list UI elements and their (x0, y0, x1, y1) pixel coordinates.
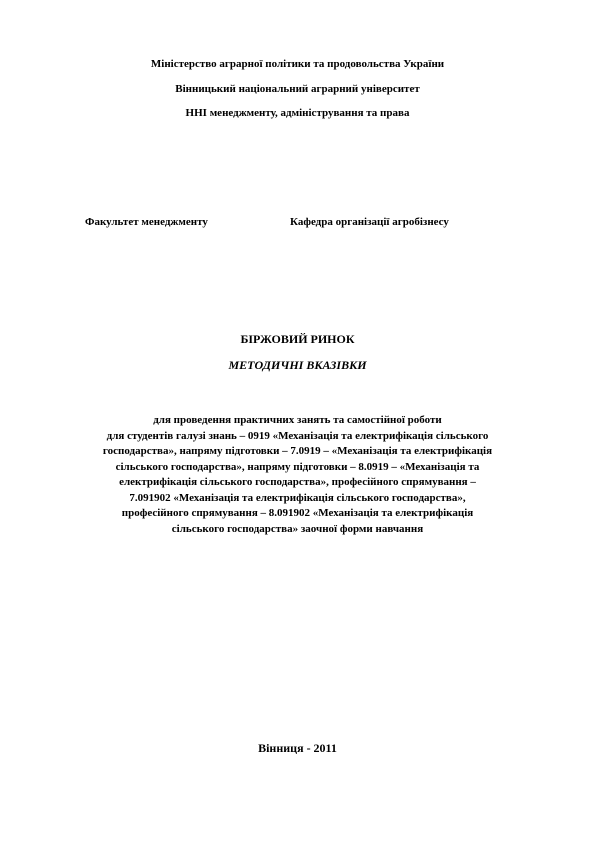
purpose-line: 7.091902 «Механізація та електрифікація сільського господарства», (129, 491, 466, 504)
department-label: Кафедра організації агробізнесу (290, 216, 449, 228)
purpose-line: професійного спрямування – 8.091902 «Механізація та електрифікація (121, 507, 474, 519)
city-year-footer: Вінниця - 2011 (258, 741, 337, 755)
purpose-line: господарства», напряму підготовки – 7.0919 – «Механізація та електрифікація (102, 445, 493, 457)
purpose-line: для студентів галузі знань – 0919 «Механізація та електрифікація сільського (106, 429, 489, 442)
ministry-heading: Міністерство аграрної політики та продовольства України (150, 58, 445, 70)
institute-heading: ННІ менеджменту, адміністрування та права (185, 107, 410, 119)
document-title: БІРЖОВИЙ РИНОК (240, 332, 355, 346)
university-heading: Вінницький національний аграрний університет (175, 83, 420, 95)
purpose-line: електрифікація сільського господарства», професійного спрямування – (119, 476, 476, 488)
faculty-label: Факультет менеджменту (85, 216, 208, 228)
purpose-line: сільського господарства» заочної форми навчання (171, 522, 424, 535)
document-subtitle: МЕТОДИЧНІ ВКАЗІВКИ (228, 358, 367, 372)
purpose-paragraph (0, 413, 595, 537)
purpose-line: сільського господарства», напряму підготовки – 8.0919 – «Механізація та (115, 460, 480, 473)
purpose-line: для проведення практичних занять та самостійної роботи (153, 414, 442, 426)
